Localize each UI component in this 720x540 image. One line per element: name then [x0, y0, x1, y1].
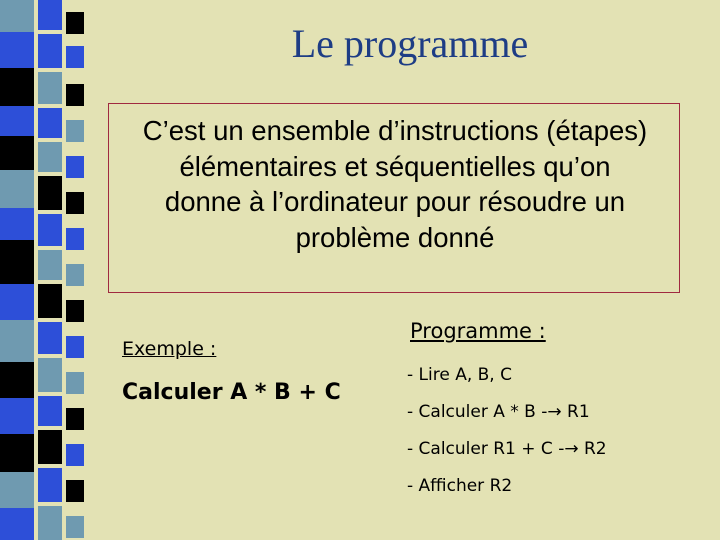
decorative-stripe	[0, 0, 86, 540]
example-calculation: Calculer A * B + C	[122, 380, 341, 405]
slide-title: Le programme	[291, 21, 529, 66]
program-step: - Calculer R1 + C -→ R2	[407, 439, 607, 459]
definition-text: C’est un ensemble d’instructions (étapes) élémentaires et séquentielles qu’on donne à l’ordinateur pour résoudre un problème donné	[142, 115, 648, 253]
program-step: - Afficher R2	[407, 476, 513, 496]
program-step: - Calculer A * B -→ R1	[407, 402, 590, 422]
program-step: - Lire A, B, C	[407, 365, 512, 385]
program-steps	[407, 365, 607, 513]
example-label: Exemple :	[122, 338, 217, 360]
program-title: Programme :	[410, 319, 546, 343]
